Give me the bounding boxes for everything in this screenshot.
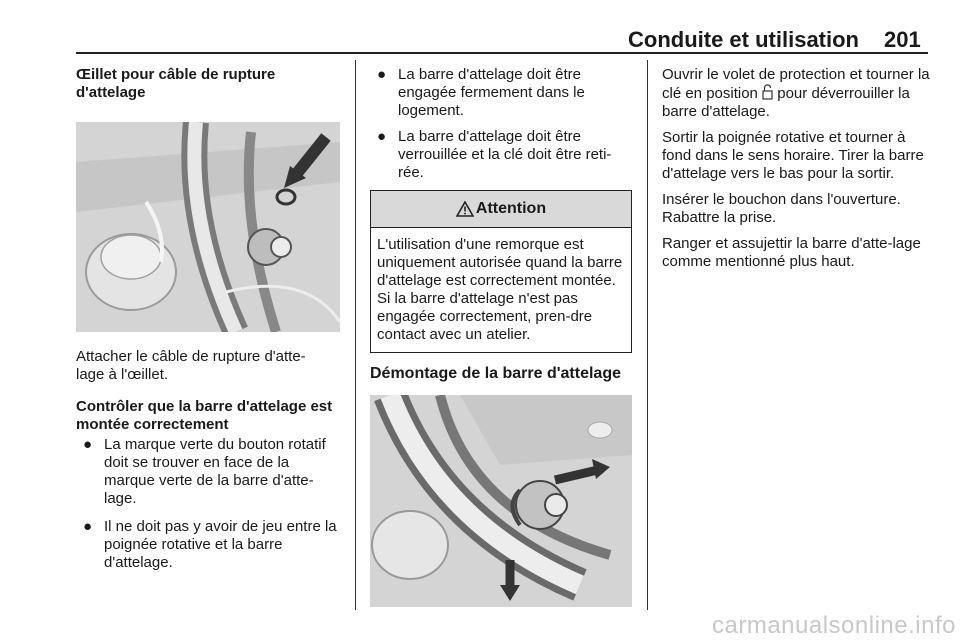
section-heading-removal: Démontage de la barre d'attelage: [370, 365, 621, 382]
section-heading-check-mount: Contrôler que la barre d'attelage est montée correctement: [76, 398, 333, 433]
warning-body: L'utilisation d'une remorque est uniquement autorisée quand la barre d'attelage est correctement montée. Si la barre d'attelage n'est pas engagée correctement, pren-dre contact avec un atelier.: [377, 236, 623, 343]
list-item: [370, 66, 632, 120]
caption-attach-cable: Attacher le câble de rupture d'atte-lage à l'œillet.: [76, 348, 306, 383]
paragraph-unlock-text-a: Ouvrir le volet de protection et tourner la clé en position: [662, 66, 930, 102]
header-rule: [76, 52, 928, 54]
paragraph-remove: Sortir la poignée rotative et tourner à fond dans le sens horaire. Tirer la barre d'attelage vers le bas pour la sortir.: [662, 129, 924, 182]
bullet-icon: ●: [377, 128, 387, 145]
warning-box: [370, 190, 632, 353]
bullet-icon: ●: [83, 436, 93, 453]
list-item-text: La marque verte du bouton rotatif doit se trouver en face de la marque verte de la barre d'atte-lage.: [104, 436, 326, 507]
column-2: [370, 66, 632, 607]
warning-triangle-icon: [456, 201, 474, 217]
bullet-icon: ●: [377, 66, 387, 83]
tow-bar-eyelet-illustration: [76, 122, 340, 332]
list-item-text: Il ne doit pas y avoir de jeu entre la poignée rotative et la barre d'attelage.: [104, 518, 337, 571]
list-item-text: La barre d'attelage doit être verrouillée et la clé doit être reti-rée.: [398, 128, 612, 181]
list-item-text: La barre d'attelage doit être engagée fermement dans le logement.: [398, 66, 585, 119]
figure-tow-bar-eyelet: [76, 122, 340, 332]
list-item: [76, 518, 344, 572]
section-heading-eyelet: Œillet pour câble de rupture d'attelage: [76, 66, 276, 101]
header-title: Conduite et utilisation: [628, 27, 859, 52]
bullet-icon: ●: [83, 518, 93, 535]
watermark: carmanualsonline.info: [712, 612, 956, 639]
paragraph-unlock: [662, 66, 932, 121]
column-1: [76, 66, 344, 582]
column-3: [662, 66, 932, 281]
list-item: [76, 436, 344, 508]
warning-header: [371, 191, 631, 228]
warning-title: Attention: [475, 200, 547, 217]
figure-tow-bar-removal: [370, 395, 632, 607]
column-divider-right: [647, 60, 648, 610]
tow-bar-removal-illustration: [370, 395, 632, 607]
paragraph-plug: Insérer le bouchon dans l'ouverture. Rabattre la prise.: [662, 191, 901, 226]
column-divider-left: [355, 60, 356, 610]
paragraph-unlock-text-b: pour déverrouiller la barre d'attelage.: [662, 85, 910, 120]
list-item: [370, 128, 632, 182]
unlock-position-icon: [762, 84, 773, 100]
page-number: 201: [884, 27, 921, 52]
paragraph-store: Ranger et assujettir la barre d'atte-lage comme mentionné plus haut.: [662, 235, 921, 270]
